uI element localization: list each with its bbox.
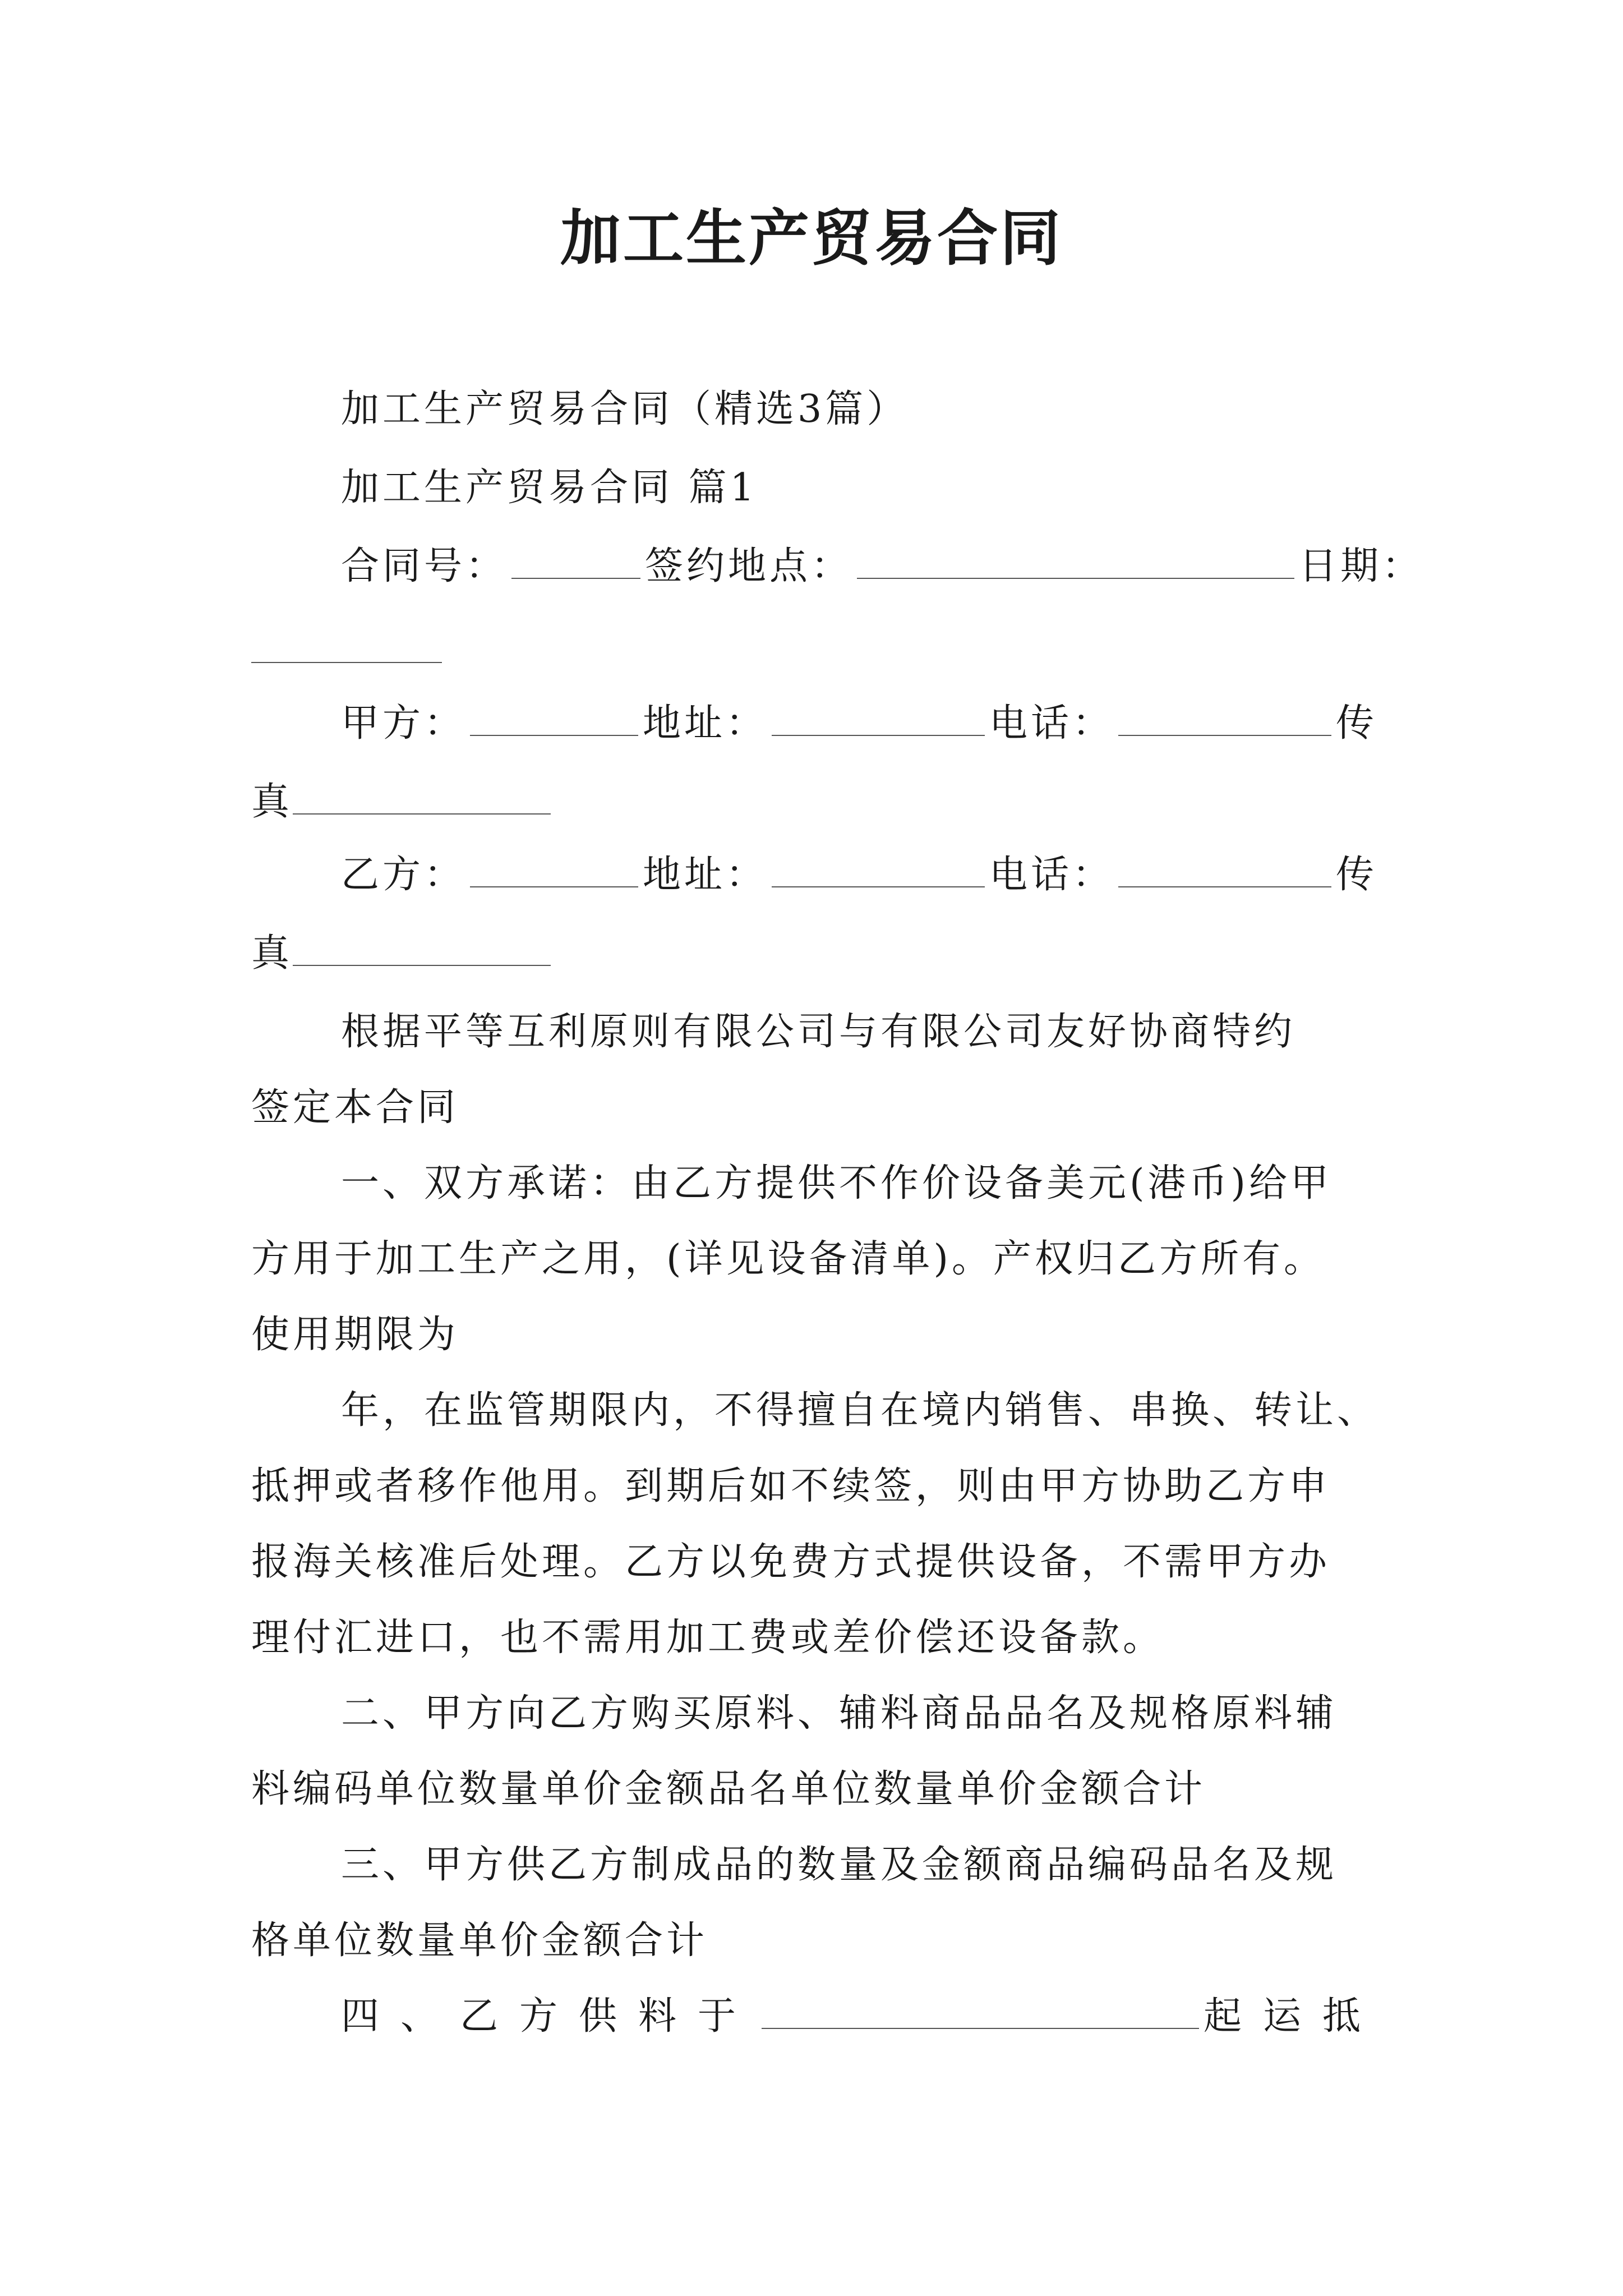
intro-line-2: 签定本合同 xyxy=(251,1085,459,1130)
clause-1b-line-2: 抵押或者移作他用。到期后如不续签，则由甲方协助乙方申 xyxy=(251,1464,1331,1508)
contract-no-label: 合同号： xyxy=(341,544,508,588)
contract-no-field[interactable] xyxy=(511,539,640,579)
clause-4-text-b: 起运抵 xyxy=(1204,1994,1382,2039)
contract-header-row xyxy=(341,539,1424,595)
party-a-address-label: 地址： xyxy=(643,701,768,746)
clause-4-line-1 xyxy=(341,1989,1384,2045)
clause-2-line-2: 料编码单位数量单价金额品名单位数量单价金额合计 xyxy=(251,1767,1206,1811)
party-a-fax-label-1: 传 xyxy=(1336,701,1378,746)
party-a-fax-label-2: 真 xyxy=(251,780,293,824)
clause-1b-line-3: 报海关核准后处理。乙方以免费方式提供设备，不需甲方办 xyxy=(251,1540,1331,1584)
party-b-address-field[interactable] xyxy=(772,847,985,887)
clause-4-origin-field[interactable] xyxy=(762,1989,1199,2029)
party-b-address-label: 地址： xyxy=(643,853,768,897)
party-a-fax-field[interactable] xyxy=(293,774,551,815)
party-a-address-field[interactable] xyxy=(772,696,985,736)
clause-1-line-3: 使用期限为 xyxy=(251,1313,459,1357)
document-subtitle: 加工生产贸易合同（精选3篇） xyxy=(341,387,909,431)
party-b-phone-label: 电话： xyxy=(989,853,1114,897)
sign-place-field[interactable] xyxy=(857,539,1294,579)
party-b-label: 乙方： xyxy=(341,853,466,897)
party-b-fax-row xyxy=(251,926,1384,982)
date-label: 日期： xyxy=(1299,544,1424,588)
party-a-phone-field[interactable] xyxy=(1118,696,1331,736)
clause-4-text-a: 四、乙方供料于 xyxy=(341,1994,758,2039)
document-title: 加工生产贸易合同 xyxy=(560,203,1063,274)
clause-1b-line-4: 理付汇进口，也不需用加工费或差价偿还设备款。 xyxy=(251,1616,1165,1660)
party-a-fax-row xyxy=(251,774,1384,830)
party-a-row xyxy=(341,696,1384,752)
party-b-fax-field[interactable] xyxy=(293,926,551,966)
date-field[interactable] xyxy=(251,662,442,663)
party-a-label: 甲方： xyxy=(341,701,466,746)
clause-3-line-1: 三、甲方供乙方制成品的数量及金额商品编码品名及规 xyxy=(341,1843,1338,1887)
clause-2-line-1: 二、甲方向乙方购买原料、辅料商品品名及规格原料辅 xyxy=(341,1691,1338,1736)
party-b-fax-label-2: 真 xyxy=(251,931,293,976)
clause-1b-line-1: 年，在监管期限内，不得擅自在境内销售、串换、转让、 xyxy=(341,1388,1379,1433)
party-b-phone-field[interactable] xyxy=(1118,847,1331,887)
clause-1-line-2: 方用于加工生产之用，(详见设备清单)。产权归乙方所有。 xyxy=(251,1237,1326,1281)
sign-place-label: 签约地点： xyxy=(645,544,853,588)
section-heading: 加工生产贸易合同 篇1 xyxy=(341,466,758,510)
clause-1-line-1: 一、双方承诺：由乙方提供不作价设备美元(港币)给甲 xyxy=(341,1161,1332,1205)
party-b-field[interactable] xyxy=(470,847,638,887)
party-b-fax-label-1: 传 xyxy=(1336,853,1378,897)
party-a-phone-label: 电话： xyxy=(989,701,1114,746)
intro-line-1: 根据平等互利原则有限公司与有限公司友好协商特约 xyxy=(341,1010,1296,1054)
party-a-field[interactable] xyxy=(470,696,638,736)
party-b-row xyxy=(341,847,1384,903)
clause-3-line-2: 格单位数量单价金额合计 xyxy=(251,1918,708,1963)
